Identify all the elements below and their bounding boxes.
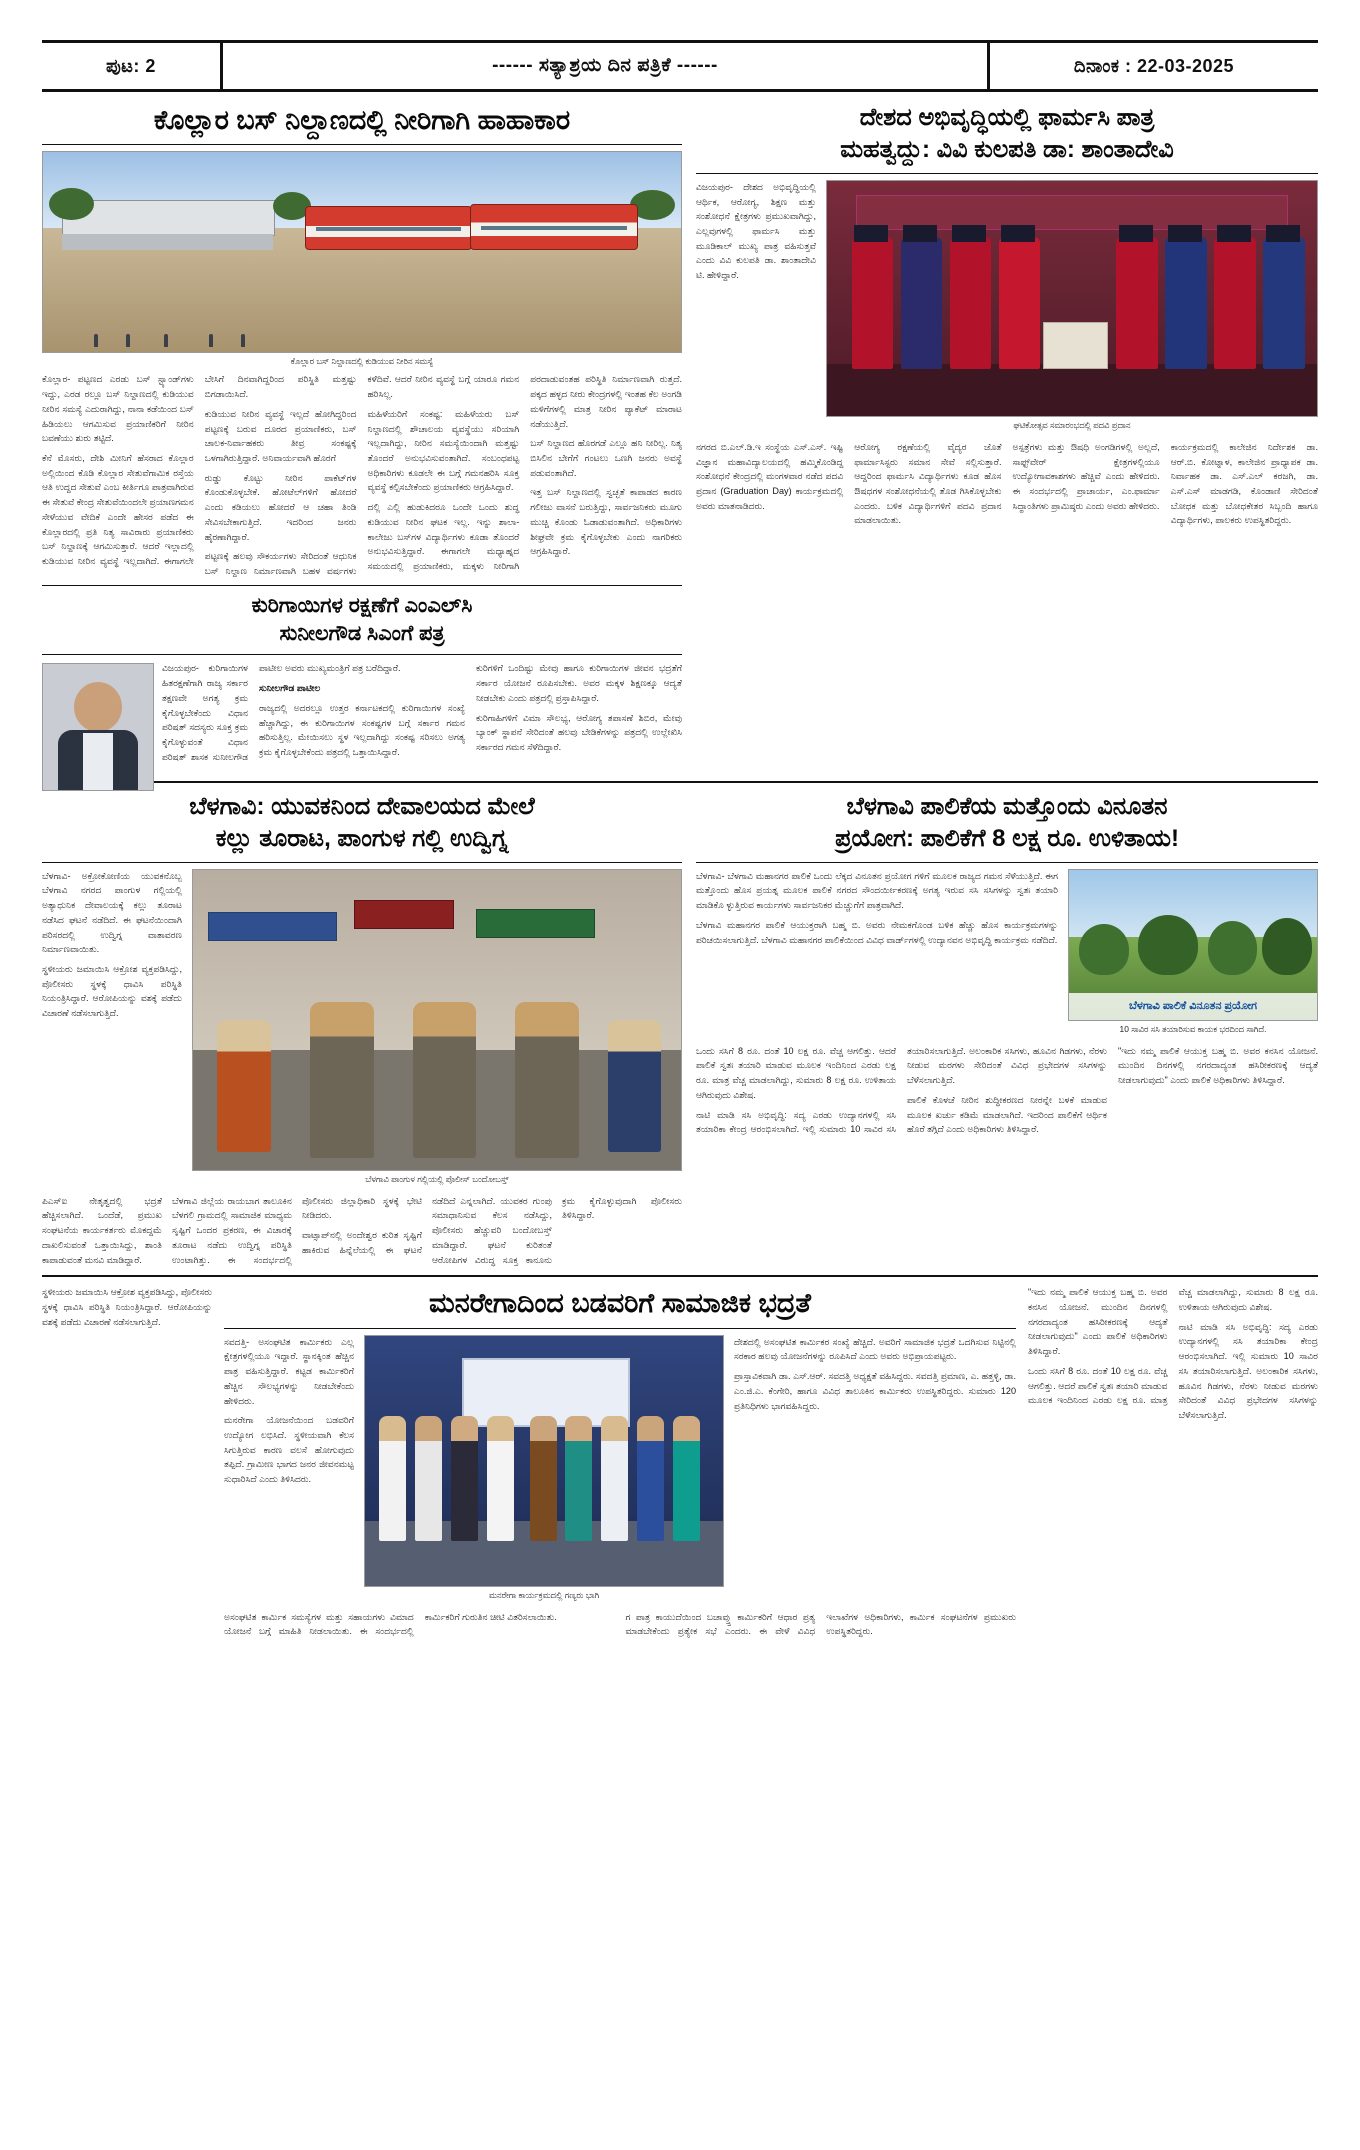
article1-photo — [42, 151, 682, 353]
article5-para: ಪಾಲಿಕೆ ಕೊಳಚೆ ನೀರಿನ ಶುದ್ಧೀಕರಣದ ನೀರನ್ನೇ ಬಳಕೆ ಮಾಡುವ ಮೂಲಕ ಖರ್ಚು ಕಡಿಮೆ ಮಾಡಲಾಗಿದೆ. ಇದರಿಂದ ಪಾಲಿಕೆಗೆ ಆರ್ಥಿಕ ಹೊರೆ ತಗ್ಗಿದೆ ಎಂದು ಅಧಿಕಾರಿಗಳು ತಿಳಿಸಿದ್ದಾರೆ. — [907, 1094, 1107, 1135]
article4-body — [42, 1194, 682, 1268]
page-number: ಪುಟ: 2 — [42, 43, 223, 89]
masthead — [42, 40, 1318, 92]
article4-headline-line1: ಬೆಳಗಾವಿ: ಯುವಕನಿಂದ ದೇವಾಲಯದ ಮೇಲೆ — [189, 792, 535, 820]
article5-para: ನಾಟಿ ಮಾಡಿ ಸಸಿ ಅಭಿವೃದ್ಧಿ: ಸದ್ಯ ಎರಡು ಉದ್ಯಾನಗಳಲ್ಲಿ ಸಸಿ ತಯಾರಿಕಾ ಕೇಂದ್ರ ಆರಂಭಿಸಲಾಗಿದೆ. ಇಲ್ಲಿ ಸುಮಾರು 10 ಸಾವಿರ ಸಸಿ ತಯಾರಿಸಲಾಗುತ್ತಿದೆ. ಅಲಂಕಾರಿಕ ಸಸಿಗಳು, ಹೂವಿನ ಗಿಡಗಳು, ನೆರಳು ನೀಡುವ ಮರಗಳು ಸೇರಿದಂತೆ ವಿವಿಧ ಪ್ರಭೇದಗಳ ಸಸಿಗಳನ್ನು ಬೆಳೆಸಲಾಗುತ್ತಿದೆ. — [696, 1045, 1107, 1135]
article2-photo-caption: ಘಟಿಕೋತ್ಸವ ಸಮಾರಂಭದಲ್ಲಿ ಪದವಿ ಪ್ರದಾನ — [1013, 419, 1131, 430]
article5-body — [696, 1044, 1318, 1137]
article3-body — [42, 661, 682, 772]
article1-para: ಮಹಿಳೆಯರಿಗೆ ಸಂಕಷ್ಟ: ಮಹಿಳೆಯರು ಬಸ್ ನಿಲ್ದಾಣದಲ್ಲಿ ಶೌಚಾಲಯ ವ್ಯವಸ್ಥೆಯು ಸರಿಯಾಗಿ ಇಲ್ಲದಾಗಿದ್ದು, ನೀರಿನ ಸಮಸ್ಯೆಯಿಂದಾಗಿ ಮತ್ತಷ್ಟು ತೊಂದರೆ ಅನುಭವಿಸುವಂತಾಗಿದೆ. ಸಂಬಂಧಪಟ್ಟ ಅಧಿಕಾರಿಗಳು ಕೂಡಲೇ ಈ ಬಗ್ಗೆ ಗಮನಹರಿಸಿ ಸೂಕ್ತ ವ್ಯವಸ್ಥೆ ಕಲ್ಪಿಸಬೇಕೆಂದು ಪ್ರಯಾಣಿಕರು ಆಗ್ರಹಿಸಿದ್ದಾರೆ. — [367, 408, 520, 493]
top-section — [42, 102, 1318, 773]
article2-para: ವಿಜಯಪುರ- ದೇಶದ ಅಭಿವೃದ್ಧಿಯಲ್ಲಿ ಆರ್ಥಿಕ, ಆರೋಗ್ಯ, ಶಿಕ್ಷಣ ಮತ್ತು ಸಂಶೋಧನೆ ಕ್ಷೇತ್ರಗಳು ಪ್ರಮುಖವಾಗಿದ್ದು, ಎಲ್ಲವುಗಳಲ್ಲಿ ಫಾರ್ಮಸಿ ಮತ್ತು ಮೂಡಿಕಾಲ್ ಮುಖ್ಯ ಪಾತ್ರ ವಹಿಸುತ್ತವೆ ಎಂದು ವಿವಿ ಕುಲಪತಿ ಡಾ. ಶಾಂತಾದೇವಿ ಟಿ. ಹೇಳಿದ್ದಾರೆ. — [696, 181, 816, 281]
article6-photo-caption: ಮನರೇಗಾ ಕಾರ್ಯಕ್ರಮದಲ್ಲಿ ಗಣ್ಯರು ಭಾಗಿ — [488, 1589, 600, 1600]
middle-section — [42, 791, 1318, 1267]
article5-para: ಬೆಳಗಾವಿ- ಬೆಳಗಾವಿ ಮಹಾನಗರ ಪಾಲಿಕೆ ಒಂದು ಲೆಕ್ಕದ ವಿನೂತನ ಪ್ರಯೋಗ ಗಳಿಗೆ ಮೂಲಕ ರಾಜ್ಯದ ಗಮನ ಸೆಳೆಯುತ್ತಿದೆ. ಈಗ ಮತ್ತೊಂದು ಹೊಸ ಪ್ರಯತ್ನ ಮೂಲಕ ಪಾಲಿಕೆ ನಗರದ ಸೌಂದರ್ಯೀಕರಣಕ್ಕೆ ಅಗತ್ಯ ಇರುವ ಸಸಿ ಸಸಿಗಳನ್ನು ಸ್ವತಃ ತಯಾರಿ ಮಾಡಿಕೊ ಳ್ಳುತ್ತಿರುವ ಕಾರ್ಯಗಳು ಸಾರ್ವಜನಿಕರ ಮೆಚ್ಚುಗೆಗೆ ಪಾತ್ರವಾಗಿದೆ. — [696, 870, 1058, 911]
article6-right — [734, 1335, 1016, 1606]
article6-lede — [224, 1335, 354, 1606]
article6-body — [224, 1610, 1016, 1639]
article5-para: ಒಂದು ಸಸಿಗೆ 8 ರೂ. ದಂತೆ 10 ಲಕ್ಷ ರೂ. ವೆಚ್ಚ ಆಗಲಿತ್ತು. ಆದರೆ ಪಾಲಿಕೆ ಸ್ವತಃ ತಯಾರಿ ಮಾಡುವ ಮೂಲಕ ಇಂದಿನಿಂದ ಎರಡು ಲಕ್ಷ ರೂ. ಮಾತ್ರ ವೆಚ್ಚ ಮಾಡಲಾಗಿದ್ದು, ಸುಮಾರು 8 ಲಕ್ಷ ರೂ. ಉಳಿತಾಯ ಆಗಿರುವುದು ವಿಶೇಷ. — [1028, 1287, 1318, 1406]
article3-para: ವಿಜಯಪುರ- ಕುರಿಗಾಯಿಗಳ ಹಿತರಕ್ಷಣೆಗಾಗಿ ರಾಜ್ಯ ಸರ್ಕಾರ ತಕ್ಷಣವೇ ಅಗತ್ಯ ಕ್ರಮ ಕೈಗೊಳ್ಳಬೇಕೆಂದು ವಿಧಾನ ಪರಿಷತ್ ಸದಸ್ಯರು ಸೂಕ್ತ ಕ್ರಮ ಕೈಗೊಳ್ಳುವಂತೆ ವಿಧಾನ ಪರಿಷತ್ ಶಾಸಕ ಸುನೀಲಗೌಡ ಪಾಟೀಲ ಅವರು ಮುಖ್ಯಮಂತ್ರಿಗೆ ಪತ್ರ ಬರೆದಿದ್ದಾರೆ. — [162, 663, 401, 762]
article5-continued — [1028, 1285, 1318, 1422]
article6-para: ದೇಶದಲ್ಲಿ ಅಸಂಘಟಿತ ಕಾರ್ಮಿಕರ ಸಂಖ್ಯೆ ಹೆಚ್ಚಿದೆ. ಅವರಿಗೆ ಸಾಮಾಜಿಕ ಭದ್ರತೆ ಒದಗಿಸುವ ನಿಟ್ಟಿನಲ್ಲಿ ಸರಕಾರ ಹಲವು ಯೋಜನೆಗಳನ್ನು ರೂಪಿಸಿದೆ ಎಂದು ಅವರು ಅಭಿಪ್ರಾಯಪಟ್ಟರು. — [734, 1336, 1016, 1362]
article4-para: ವಾಟ್ಸಾಪ್‌ನಲ್ಲಿ ಅಂದೇಶ್ವರ ಕುರಿತ ಸೃಷ್ಟಿಗೆ ಹಾಕಿರುವ ಹಿನ್ನೆಲೆಯಲ್ಲಿ ಈ ಘಟನೆ ನಡೆದಿದೆ ಎನ್ನಲಾಗಿದೆ. ಯುವಕರ ಗುಂಪು ಸಮಾಧಾನಿಸುವ ಕೆಲಸ ನಡೆಸಿದ್ದು, ಪೊಲೀಸರು ಹೆಚ್ಚುವರಿ ಬಂದೋಬಸ್ತ್ ಮಾಡಿದ್ದಾರೆ. ಘಟನೆ ಕುರಿತಂತೆ ಆರೋಪಿಗಳ ವಿರುದ್ಧ ಸೂಕ್ತ ಕಾನೂನು ಕ್ರಮ ಕೈಗೊಳ್ಳುವುದಾಗಿ ಪೊಲೀಸರು ತಿಳಿಸಿದ್ದಾರೆ. — [302, 1195, 682, 1265]
article5-para: ನಾಟಿ ಮಾಡಿ ಸಸಿ ಅಭಿವೃದ್ಧಿ: ಸದ್ಯ ಎರಡು ಉದ್ಯಾನಗಳಲ್ಲಿ ಸಸಿ ತಯಾರಿಕಾ ಕೇಂದ್ರ ಆರಂಭಿಸಲಾಗಿದೆ. ಇಲ್ಲಿ ಸುಮಾರು 10 ಸಾವಿರ ಸಸಿ ತಯಾರಿಸಲಾಗುತ್ತಿದೆ. ಅಲಂಕಾರಿಕ ಸಸಿಗಳು, ಹೂವಿನ ಗಿಡಗಳು, ನೆರಳು ನೀಡುವ ಮರಗಳು ಸೇರಿದಂತೆ ವಿವಿಧ ಪ್ರಭೇದಗಳ ಸಸಿಗಳನ್ನು ಬೆಳೆಸಲಾಗುತ್ತಿದೆ. — [1178, 1321, 1318, 1420]
article3-headline-line2: ಸುನೀಲಗೌಡ ಸಿಎಂಗೆ ಪತ್ರ — [279, 622, 445, 646]
article5 — [696, 791, 1318, 1267]
article6-side-left — [42, 1285, 212, 1329]
article4-headline-line2: ಕಲ್ಲು ತೂರಾಟ, ಪಾಂಗುಳ ಗಲ್ಲಿ ಉದ್ವಿಗ್ನ — [215, 825, 509, 853]
article1-para: ಕೆನೆ ಮೊಸರು, ದೇಶಿ ಮೀನಿಗೆ ಹೆಸರಾದ ಕೊಲ್ಲಾರ ಅಲ್ಲಿಯಿಂದ ಕೊಡಿ ಕೊಲ್ಲಾರ ಸೇತುವೆಗಾಮಿಕ ರಸ್ತೆಯ ಆತಿ ಉದ್ದದ ಸೇತುವೆ ಎಂಬ ಕೀರ್ತಿಗೂ ಪಾತ್ರವಾಗಿರುವ ಈ ಸೇತುವೆ ಕೇಂದ್ರ ಸೇತುವೆಯಿಂದಲೇ ಪ್ರಯಾಣಗಮನ ಸೇಳೆಯುವ ವೇದಿಕೆ ಎಂದೇ ಹೇಸರ ಪಡೆದ ಈ ಕೊಲ್ಲಾರದಲ್ಲಿ ಪ್ರತಿ ನಿತ್ಯ ಸಾವಿರಾರು ಪ್ರಯಾಣಿಕರು ಬಸ್ ನಿಲ್ದಾಣಕ್ಕೆ ಆಗಮಿಸುತ್ತಾರೆ. ಆದರೆ ಇಲ್ಲಾದಲ್ಲಿ ಕುಡಿಯುವ ನೀರಿನ ವ್ಯವಸ್ಥೆ ಇಲ್ಲದಾಗಿದೆ. ಈಗಾಗಲೇ ಬೇಸಿಗೆ ದಿನವಾಗಿದ್ದರಿಂದ ಪರಿಸ್ಥಿತಿ ಮತ್ತಷ್ಟು ಬಿಗಡಾಯಿಸಿದೆ. — [42, 374, 357, 567]
article1-para: ಕುಡಿಯುವ ನೀರಿನ ವ್ಯವಸ್ಥೆ ಇಲ್ಲದೆ ಹೋಗಿದ್ದರಿಂದ ಪಟ್ಟಣಕ್ಕೆ ಬರುವ ದೂರದ ಪ್ರಯಾಣಿಕರು, ಬಸ್ ಚಾಲಕ-ನಿರ್ವಾಹಕರು ತೀವ್ರ ಸಂಕಷ್ಟಕ್ಕೆ ಒಳಗಾಗಿರುತ್ತಿದ್ದಾರೆ. ಅನಿವಾರ್ಯವಾಗಿ ಹೊರಗೆ — [204, 408, 357, 464]
article5-headline-line1: ಬೆಳಗಾವಿ ಪಾಲಿಕೆಯ ಮತ್ತೊಂದು ವಿನೂತನ — [846, 792, 1168, 820]
article4-photo-caption: ಬೆಳಗಾವಿ ಪಾಂಗುಳ ಗಲ್ಲಿಯಲ್ಲಿ ಪೊಲೀಸ್ ಬಂದೋಬಸ್ತ್ — [365, 1173, 509, 1184]
article6-para: ಸವದತ್ತಿ- ಅಸಂಘಟಿತ ಕಾರ್ಮಿಕರು ಎಲ್ಲ ಕ್ಷೇತ್ರಗಳಲ್ಲಿಯೂ ಇದ್ದಾರೆ. ಸ್ಥಾನಕ್ಕಿಂತ ಹೆಚ್ಚಿನ ಪಾತ್ರ ವಹಿಸುತ್ತಿದ್ದಾರೆ. ಕಟ್ಟಡ ಕಾರ್ಮಿಕರಿಗೆ ಹೆಚ್ಚಿನ ಸೌಲಭ್ಯಗಳನ್ನು ನೀಡಬೇಕೆಂದು ಹೇಳಿದರು. — [224, 1336, 354, 1406]
article4-lede — [42, 869, 182, 1190]
right-half-top — [696, 102, 1318, 773]
article6-para: ಪ್ರಾಸ್ತಾವಿಕವಾಗಿ ಡಾ. ಎಸ್.ಆರ್. ಸವದತ್ತಿ ಅಧ್ಯಕ್ಷತೆ ವಹಿಸಿದ್ದರು. ಸವದತ್ತಿ ಪ್ರಮಾಣ, ಎ. ಹತ್ತಳ್ಳಿ, ಡಾ. ಎಂ.ಜಿ.ಎ. ಕೆಂಗೇರಿ, ಹಾಗೂ ವಿವಿಧ ತಾಲೂಕಿನ ಕಾರ್ಮಿಕರು ಉಪಸ್ಥಿತರಿದ್ದರು. ಸುಮಾರು 120 ಪ್ರತಿನಿಧಿಗಳು ಭಾಗವಹಿಸಿದ್ದರು. — [734, 1371, 1016, 1411]
article5-photo-overlay: ಬೆಳಗಾವಿ ಪಾಲಿಕೆ ವಿನೂತನ ಪ್ರಯೋಗ — [1128, 999, 1258, 1012]
article4 — [42, 791, 682, 1267]
article4-photo — [192, 869, 682, 1171]
article4-para: ಸ್ಥಳೀಯರು ಜಮಾಯಿಸಿ ಆಕ್ರೋಶ ವ್ಯಕ್ತಪಡಿಸಿದ್ದು, ಪೊಲೀಸರು ಸ್ಥಳಕ್ಕೆ ಧಾವಿಸಿ ಪರಿಸ್ಥಿತಿ ನಿಯಂತ್ರಿಸಿದ್ದಾರೆ. ಆರೋಪಿಯನ್ನು ವಶಕ್ಕೆ ಪಡೆದು ವಿಚಾರಣೆ ನಡೆಸಲಾಗುತ್ತಿದೆ. — [42, 963, 182, 1019]
article2-para: ಅಸ್ಪತ್ರೆಗಳು ಮತ್ತು ಔಷಧಿ ಅಂಗಡಿಗಳಲ್ಲಿ ಅಲ್ಲದೆ, ಸಾಫ್ಟ್‌ವೇರ್ ಕ್ಷೇತ್ರಗಳಲ್ಲಿಯೂ ಉದ್ಯೋಗಾವಕಾಶಗಳು ಹೆಚ್ಚಿವೆ ಎಂದು ಹೇಳಿದರು. ಈ ಸಂದರ್ಭದಲ್ಲಿ ಪ್ರಾಚಾರ್ಯ, ಎಂ.ಫಾರ್ಮಾ ಸಿದ್ಧಾಂತಿಗಳು ಪ್ರಾಮಿಷ್ಠರು ಎಂದು ಅವರು ಹೇಳಿದರು. — [1012, 441, 1160, 511]
article2-lede — [696, 180, 816, 436]
article6-headline: ಮನರೇಗಾದಿಂದ ಬಡವರಿಗೆ ಸಾಮಾಜಿಕ ಭದ್ರತೆ — [429, 1288, 811, 1319]
article5-para: ಬೆಳಗಾವಿ ಮಹಾನಗರ ಪಾಲಿಕೆ ಆಯುಕ್ತರಾಗಿ ಬಹ್ಮ ಬಿ. ಅವರು ನೇಮಕಗೊಂಡ ಬಳಿಕ ಹೆಚ್ಚು ಹೊಸ ಕಾರ್ಯಕ್ರಮಗಳನ್ನು ಪರಿಚಯಿಸಲಾಗುತ್ತಿದೆ. ಬೆಳಗಾವಿ ಮಹಾನಗರ ಪಾಲಿಕೆಯಿಂದ ವಿವಿಧ ವಾರ್ಡ್‌ಗಳಲ್ಲಿ ಉದ್ಯಾನವನ ಅಭಿವೃದ್ಧಿ ಕಾರ್ಯಕ್ರಮ ನಡೆದಿದೆ. — [696, 919, 1058, 945]
left-half-top — [42, 102, 682, 773]
article3-para: ಕುರಿಗಾಹಿಗಳಿಗೆ ವಿಮಾ ಸೌಲಭ್ಯ, ಆರೋಗ್ಯ ತಪಾಸಣೆ ಶಿಬಿರ, ಮೇವು ಬ್ಯಾಂಕ್ ಸ್ಥಾಪನೆ ಸೇರಿದಂತೆ ಹಲವು ಬೇಡಿಕೆಗಳನ್ನು ಪತ್ರದಲ್ಲಿ ಉಲ್ಲೇಖಿಸಿ ಸರ್ಕಾರದ ಗಮನ ಸೆಳೆದಿದ್ದಾರೆ. — [476, 712, 682, 753]
article3-para: ರಾಜ್ಯದಲ್ಲಿ ಅದರಲ್ಲೂ ಉತ್ತರ ಕರ್ನಾಟಕದಲ್ಲಿ ಕುರಿಗಾಯಿಗಳ ಸಂಖ್ಯೆ ಹೆಚ್ಚಾಗಿದ್ದು, ಈ ಕುರಿಗಾಯಿಗಳ ಸಂಕಷ್ಟಗಳ ಬಗ್ಗೆ ಸರ್ಕಾರ ಗಮನ ಹರಿಸುತ್ತಿಲ್ಲ. ಮೇಯಿಸಲು ಸ್ಥಳ ಇಲ್ಲದಾಗಿದ್ದು ಸಂಕಷ್ಟ ಸರಿಸಲು ಅಗತ್ಯ ಕ್ರಮ ಕೈಗೊಳ್ಳಬೇಕೆಂದು ಪತ್ರದಲ್ಲಿ ಒತ್ತಾಯಿಸಿದ್ದಾರೆ. — [259, 702, 465, 758]
article5-para: "ಇದು ನಮ್ಮ ಪಾಲಿಕೆ ಆಯುಕ್ತ ಬಹ್ಮ ಬಿ. ಅವರ ಕನಸಿನ ಯೋಜನೆ. ಮುಂದಿನ ದಿನಗಳಲ್ಲಿ ನಗರದಾದ್ಯಂತ ಹಸಿರೀಕರಣಕ್ಕೆ ಆದ್ಯತೆ ನೀಡಲಾಗುವುದು" ಎಂದು ಪಾಲಿಕೆ ಅಧಿಕಾರಿಗಳು ತಿಳಿಸಿದ್ದಾರೆ. — [1118, 1045, 1318, 1086]
section-divider-2 — [42, 1275, 1318, 1277]
article6-photo — [364, 1335, 724, 1587]
article4-para: ಬೆಳಗಾವಿ- ಅಕ್ರೋಕೋಣಿಯ ಯುವಕನೊಬ್ಬ ಬೆಳಗಾವಿ ನಗರದ ಪಾಂಗುಳ ಗಲ್ಲಿಯಲ್ಲಿ ಅತ್ಯಾಧುನಿಕ ದೇವಾಲಯಕ್ಕೆ ಕಲ್ಲು ತೂರಾಟ ನಡೆಸಿದ ಘಟನೆ ನಡೆದಿದೆ. ಈ ಘಟನೆಯಿಂದಾಗಿ ಪರಿಸರದಲ್ಲಿ ಉದ್ವಿಗ್ನ ವಾತಾವರಣ ನಿರ್ಮಾಣವಾಯಿತು. — [42, 870, 182, 955]
article4-para-cont: ಸ್ಥಳೀಯರು ಜಮಾಯಿಸಿ ಆಕ್ರೋಶ ವ್ಯಕ್ತಪಡಿಸಿದ್ದು, ಪೊಲೀಸರು ಸ್ಥಳಕ್ಕೆ ಧಾವಿಸಿ ಪರಿಸ್ಥಿತಿ ನಿಯಂತ್ರಿಸಿದ್ದಾರೆ. ಆರೋಪಿಯನ್ನು ವಶಕ್ಕೆ ಪಡೆದು ವಿಚಾರಣೆ ನಡೆಸಲಾಗುತ್ತಿದೆ. — [42, 1287, 212, 1327]
article4-para: ಪಿಎಸ್‌ಐ ನೇತೃತ್ವದಲ್ಲಿ ಭದ್ರತೆ ಹೆಚ್ಚಿಸಲಾಗಿದೆ. ಒಂದೆಡೆ, ಪ್ರಮುಖ ಸಂಘಟನೆಯ ಕಾರ್ಯಕರ್ತರು ಮೊಕದ್ದಮೆ ದಾಖಲಿಸುವಂತೆ ಒತ್ತಾಯಿಸಿದ್ದು, ಶಾಂತಿ ಕಾಪಾಡುವಂತೆ ಮನವಿ ಮಾಡಿದ್ದಾರೆ. — [42, 1195, 162, 1265]
article1-body — [42, 372, 682, 578]
article3-portrait — [42, 663, 154, 791]
article2-headline-line1: ದೇಶದ ಅಭಿವೃದ್ಧಿಯಲ್ಲಿ ಫಾರ್ಮಸಿ ಪಾತ್ರ — [859, 104, 1155, 131]
article2-para: ಆರೋಗ್ಯ ರಕ್ಷಣೆಯಲ್ಲಿ ವೈದ್ಯರ ಜೊತೆ ಫಾರ್ಮಾಸಿಸ್ಟರು ಸಮಾನ ಸೇವೆ ಸಲ್ಲಿಸುತ್ತಾರೆ. ಆದ್ದರಿಂದ ಫಾರ್ಮಸಿ ವಿದ್ಯಾರ್ಥಿಗಳು ಕೂಡ ಹೊಸ ಔಷಧಗಳ ಸಂಶೋಧನೆಯಲ್ಲಿ ತೊಡ ಗಿಸಿಕೊಳ್ಳಬೇಕು ಎಂದರು. ಬಳಿಕ ವಿದ್ಯಾರ್ಥಿಗಳಿಗೆ ಪದವಿ ಪ್ರದಾನ ಮಾಡಲಾಯಿತು. — [854, 441, 1002, 526]
article3-para: ಕುರಿಗಳಿಗೆ ಒಂದಿಷ್ಟು ಮೇವು ಹಾಗೂ ಕುರಿಗಾಯಿಗಳ ಜೀವನ ಭದ್ರತೆಗೆ ಸರ್ಕಾರ ಯೋಜನೆ ರೂಪಿಸಬೇಕು. ಅವರ ಮಕ್ಕಳ ಶಿಕ್ಷಣಕ್ಕೂ ಆದ್ಯತೆ ನೀಡಬೇಕು ಎಂದು ಪತ್ರದಲ್ಲಿ ಪ್ರಸ್ತಾಪಿಸಿದ್ದಾರೆ. — [476, 663, 682, 703]
article2-headline-line2: ಮಹತ್ವದ್ದು: ವಿವಿ ಕುಲಪತಿ ಡಾ: ಶಾಂತಾದೇವಿ — [840, 136, 1174, 164]
article3-headline-line1: ಕುರಿಗಾಯಿಗಳ ರಕ್ಷಣೆಗೆ ಎಂಎಲ್‌ಸಿ — [251, 593, 473, 617]
article2-para: ಕಾರ್ಯಕ್ರಮದಲ್ಲಿ ಕಾಲೇಜಿನ ನಿರ್ದೇಶಕ ಡಾ. ಆರ್.ಬಿ. ಕೋಟ್ನಾಳ, ಕಾಲೇಜಿನ ಪ್ರಾಧ್ಯಾಪಕ ಡಾ. ನಿರ್ವಾಹಕ ಡಾ. ಎಸ್.ಎಲ್ ಕರಜಗಿ, ಡಾ. ಎಸ್.ಎಸ್ ಮಾಡಗಡಿ, ಕೊಂಡಾಣಿ ಸೇರಿದಂತೆ ಬೋಧಕ ಮತ್ತು ಬೋಧಕೇತರ ಸಿಬ್ಬಂದಿ ಹಾಗೂ ವಿದ್ಯಾರ್ಥಿಗಳು, ಪಾಲಕರು ಉಪಸ್ಥಿತರಿದ್ದರು. — [1170, 441, 1318, 526]
newspaper-title: ------ ಸತ್ಯಾಶ್ರಯ ದಿನ ಪತ್ರಿಕೆ ------ — [492, 55, 718, 76]
article1-headline: ಕೊಲ್ಲಾರ ಬಸ್ ನಿಲ್ದಾಣದಲ್ಲಿ ನೀರಿಗಾಗಿ ಹಾಹಾಕಾರ — [153, 105, 571, 135]
article6 — [42, 1285, 1318, 1639]
article1-para: ರುಡ್ಡು ಕೊಟ್ಟು ನೀರಿನ ಪಾಕೆಟ್‌ಗಳ ಕೊಂಡುಕೊಳ್ಳಬೇಕೆ. ಹೋಟೆಲ್‌ಗಳಿಗೆ ಹೋದರೆ ಎಂದು ಕಡಿಯಲು ಹೋದರೆ ಆ ಚಹಾ ತಿಂಡಿ ಸೇವಿಸಬೇಕಾಗುತ್ತಿದೆ. ಇದರಿಂದ ಜನರು ಹೈರಣಾಗಿದ್ದಾರೆ. — [204, 472, 357, 542]
article6-para: ಮನರೇಗಾ ಯೋಜನೆಯಿಂದ ಬಡವರಿಗೆ ಉದ್ಯೋಗ ಲಭಿಸಿದೆ. ಸ್ಥಳೀಯವಾಗಿ ಕೆಲಸ ಸಿಗುತ್ತಿರುವ ಕಾರಣ ವಲಸೆ ಹೋಗುವುದು ತಪ್ಪಿದೆ. ಗ್ರಾಮೀಣ ಭಾಗದ ಜನರ ಜೀವನಮಟ್ಟ ಸುಧಾರಿಸಿದೆ ಎಂದು ತಿಳಿಸಿದರು. — [224, 1415, 354, 1485]
article5-para: "ಇದು ನಮ್ಮ ಪಾಲಿಕೆ ಆಯುಕ್ತ ಬಹ್ಮ ಬಿ. ಅವರ ಕನಸಿನ ಯೋಜನೆ. ಮುಂದಿನ ದಿನಗಳಲ್ಲಿ ನಗರದಾದ್ಯಂತ ಹಸಿರೀಕರಣಕ್ಕೆ ಆದ್ಯತೆ ನೀಡಲಾಗುವುದು" ಎಂದು ಪಾಲಿಕೆ ಅಧಿಕಾರಿಗಳು ತಿಳಿಸಿದ್ದಾರೆ. — [1028, 1287, 1168, 1357]
article1-para: ಪಟ್ಟಣಕ್ಕೆ ಹಲವು ಸೌಕರ್ಯಗಳು ಸೇರಿದಂತೆ ಆಧುನಿಕ ಬಸ್ ನಿಲ್ದಾಣ ನಿರ್ಮಾಣವಾಗಿ ಬಹಳ ವರ್ಷಗಳು ಕಳೆದಿವೆ. ಆದರೆ ನೀರಿನ ವ್ಯವಸ್ಥೆ ಬಗ್ಗೆ ಯಾರೂ ಗಮನ ಹರಿಸಿಲ್ಲ. — [204, 374, 520, 577]
article5-para: ಒಂದು ಸಸಿಗೆ 8 ರೂ. ದಂತೆ 10 ಲಕ್ಷ ರೂ. ವೆಚ್ಚ ಆಗಲಿತ್ತು. ಆದರೆ ಪಾಲಿಕೆ ಸ್ವತಃ ತಯಾರಿ ಮಾಡುವ ಮೂಲಕ ಇಂದಿನಿಂದ ಎರಡು ಲಕ್ಷ ರೂ. ಮಾತ್ರ ವೆಚ್ಚ ಮಾಡಲಾಗಿದ್ದು, ಸುಮಾರು 8 ಲಕ್ಷ ರೂ. ಉಳಿತಾಯ ಆಗಿರುವುದು ವಿಶೇಷ. — [696, 1045, 896, 1100]
article2-para: ನಗರದ ಬಿ.ಎಲ್.ಡಿ.ಇ ಸಂಸ್ಥೆಯ ಎಸ್.ಎಸ್. ಇಷ್ಟಿ ವಿಜ್ಞಾನ ಮಹಾವಿದ್ಯಾಲಯದಲ್ಲಿ ಹಮ್ಮಿಕೊಂಡಿದ್ದ ಸಂಶೋಧನೆ ಕೇಂದ್ರದಲ್ಲಿ ಮಂಗಳವಾರ ನಡೆದ ಪದವಿ ಪ್ರದಾನ (Graduation Day) ಕಾರ್ಯಕ್ರಮದಲ್ಲಿ ಅವರು ಮಾತನಾಡಿದರು. — [696, 441, 844, 511]
article2-photo — [826, 180, 1318, 417]
article5-photo-caption: 10 ಸಾವಿರ ಸಸಿ ತಯಾರಿಸುವ ಕಾಯಕ ಭರದಿಂದ ಸಾಗಿದೆ. — [1119, 1023, 1267, 1034]
publication-date: ದಿನಾಂಕ : 22-03-2025 — [987, 43, 1318, 89]
article5-lede — [696, 869, 1058, 1040]
article6-para: ಗ ಪಾತ್ರ ಕಾಯುದೆಯಿಂದ ಬಚಾವ್ತ್ತು ಕಾರ್ಮಿಕರಿಗೆ ಆಧಾರ ಪ್ರತ್ಯ ಮಾಡಬೇಕೆಂದು ಪ್ರತ್ಯೇಕ ಸಭೆ ಎಂದರು. ಈ ವೇಳೆ ವಿವಿಧ ಇಲಾಖೆಗಳ ಅಧಿಕಾರಿಗಳು, ಕಾರ್ಮಿಕ ಸಂಘಟನೆಗಳ ಪ್ರಮುಖರು ಉಪಸ್ಥಿತರಿದ್ದರು. — [625, 1611, 1016, 1637]
article5-photo — [1068, 869, 1318, 1021]
article1-para: ಬಸ್ ನಿಲ್ದಾಣದ ಹೊರಗಡೆ ಎಲ್ಲೂ ಹನಿ ನೀರಿಲ್ಲ. ನಿತ್ಯ ಬಿಸಿಲಿನ ಬೇಗೆಗೆ ಗಂಟಲು ಒಣಗಿ ಜನರು ಅವಸ್ಥೆ ಪಡುವಂತಾಗಿದೆ. — [530, 438, 682, 478]
section-divider-1 — [42, 781, 1318, 783]
article1-photo-caption: ಕೊಲ್ಲಾರ ಬಸ್ ನಿಲ್ದಾಣದಲ್ಲಿ ಕುಡಿಯುವ ನೀರಿನ ಸಮಸ್ಯೆ — [290, 356, 434, 367]
article1-para: ಇತ್ತ ಬಸ್ ನಿಲ್ದಾಣದಲ್ಲಿ ಸ್ವಚ್ಛತೆ ಕಾಪಾಡದ ಕಾರಣ ಗಲೀಜು ವಾಸನೆ ಬರುತ್ತಿದ್ದು, ಸಾರ್ವಜನಿಕರು ಮೂಗು ಮುಚ್ಚಿ ಕೊಂಡು ಓಡಾಡುವಂತಾಗಿದೆ. ಅಧಿಕಾರಿಗಳು ಶೀಘ್ರವೇ ಕ್ರಮ ಕೈಗೊಳ್ಳಬೇಕು ಎಂದು ನಾಗರಿಕರು ಆಗ್ರಹಿಸಿದ್ದಾರೆ. — [530, 487, 682, 557]
article4-para: ಬೆಳಗಾವಿ ಜಿಲ್ಲೆಯ ರಾಯಬಾಗ ತಾಲೂಕಿನ ಬೆಳಗಲಿ ಗ್ರಾಮದಲ್ಲಿ ಸಾಮಾಜಿಕ ಮಾಧ್ಯಮ ಸೃಷ್ಟಿಗೆ ಒಂದರ ಪ್ರಕರಣ, ಈ ವಿಚಾರಕ್ಕೆ ತೂರಾಟ ನಡೆದು ಉದ್ವಿಗ್ನ ಪರಿಸ್ಥಿತಿ ಉಂಟಾಗಿತ್ತು. ಈ ಸಂದರ್ಭದಲ್ಲಿ ಪೊಲೀಸರು ಜಿಲ್ಲಾಧಿಕಾರಿ ಸ್ಥಳಕ್ಕೆ ಭೇಟಿ ನೀಡಿದರು. — [172, 1195, 422, 1265]
article1-para: ದಲ್ಲಿ ಎಲ್ಲಿ ಹುಡುಕಿದರೂ ಒಂದೇ ಒಂದು ಶುದ್ಧ ಕುಡಿಯುವ ನೀರಿನ ಘಟಕ ಇಲ್ಲ. ಇನ್ನು ಶಾಲಾ-ಕಾಲೇಜು ಬಸ್‌ಗಳ ವಿದ್ಯಾರ್ಥಿಗಳು ಕೂಡಾ ತೊಂದರೆ ಅನುಭವಿಸುತ್ತಿದ್ದಾರೆ. ಈಗಾಗಲೇ ಮಧ್ಯಾಹ್ನದ ಸಮಯದಲ್ಲಿ ಪ್ರಯಾಣಿಕರು, ಮಕ್ಕಳು ನೀರಿಗಾಗಿ ಪರದಾಡುವಂತಹ ಪರಿಸ್ಥಿತಿ ನಿರ್ಮಾಣವಾಗಿ ರುತ್ತದೆ. ಪಕ್ಕದ ಹಳ್ಳದ ನೀರು ಕೇಂದ್ರಗಳಲ್ಲಿ ಇಂತಹ ಕೆಲ ಅಂಗಡಿ ಮಳಿಗೆಗಳಲ್ಲಿ ಮಾತ್ರ ನೀರಿನ ಪ್ಯಾಕೆಟ್ ಮಾರಾಟ ನಡೆಯುತ್ತಿದೆ. — [367, 374, 682, 572]
article6-para: ಅಸಂಘಟಿತ ಕಾರ್ಮಿಕ ಸಮಸ್ಯೆಗಳ ಮತ್ತು ಸಹಾಯಗಳು ವಿಮಾದ ಯೋಜನೆ ಬಗ್ಗೆ ಮಾಹಿತಿ ನೀಡಲಾಯಿತು. ಈ ಸಂದರ್ಭದಲ್ಲಿ ಕಾರ್ಮಿಕರಿಗೆ ಗುರುತಿನ ಚೀಟಿ ವಿತರಿಸಲಾಯಿತು. — [224, 1611, 557, 1637]
article5-headline-line2: ಪ್ರಯೋಗ: ಪಾಲಿಕೆಗೆ 8 ಲಕ್ಷ ರೂ. ಉಳಿತಾಯ! — [835, 825, 1179, 853]
article2-body — [696, 440, 1318, 528]
article3-portrait-caption: ಸುನೀಲಗೌಡ ಪಾಟೀಲ — [259, 683, 321, 694]
article1-para: ಕೊಲ್ಲಾರ- ಪಟ್ಟಣದ ಎರಡು ಬಸ್ ಸ್ಟ್ಯಾಂಡ್‌ಗಳು ಇದ್ದು, ಎರಡ ರಲ್ಲೂ ಬಸ್ ನಿಲ್ದಾಣದಲ್ಲಿ ಕುಡಿಯುವ ನೀರಿನ ಸಮಸ್ಯೆ ಎದುರಾಗಿದ್ದು, ನಾನಾ ಕಡೆಯಿಂದ ಬಸ್ ಹಿಡಿಯಲು ಆಗಮಿಸುವ ಪ್ರಯಾಣಿಕರಿಗೆ ನೀರಿನ ಬವಣೆಯು ಶುರು ತಟ್ಟಿದೆ. — [42, 374, 194, 444]
